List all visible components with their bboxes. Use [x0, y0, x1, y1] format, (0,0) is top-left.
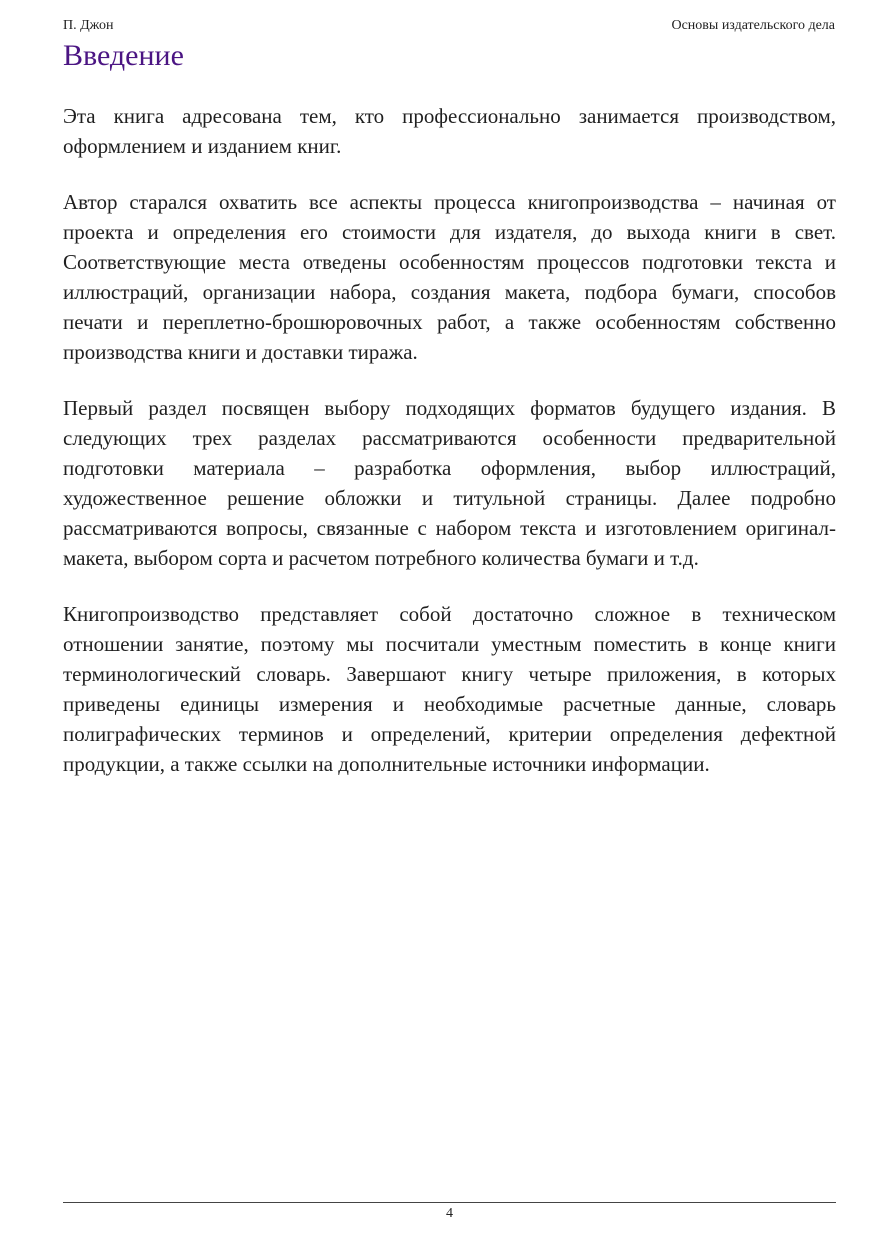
running-header — [63, 16, 835, 36]
header-book-title: Основы издательского дела — [671, 18, 835, 33]
paragraph-2: Автор старался охватить все аспекты процесса книгопроизводства – начиная от проекта и определения его стоимости для издателя, до выхода книги в свет. Соответствующие места отведены особенностям процессов подготовки текста и иллюстраций, организации набора, создания макета, подбора бумаги, способов печати и переплетно-брошюровочных работ, а также особенностям собственно производства книги и доставки тиража. — [63, 190, 836, 364]
footer-divider — [63, 1202, 836, 1203]
header-author: П. Джон — [63, 18, 114, 33]
paragraph-1: Эта книга адресована тем, кто профессионально занимается производством, оформлением и изданием книг. — [63, 104, 836, 158]
paragraph-4: Книгопроизводство представляет собой достаточно сложное в техническом отношении занятие, поэтому мы посчитали уместным поместить в конце книги терминологический словарь. Завершают книгу четыре приложения, в которых приведены единицы измерения и необходимые расчетные данные, словарь полиграфических терминов и определений, критерии определения дефектной продукции, а также ссылки на дополнительные источники информации. — [63, 602, 836, 776]
chapter-title: Введение — [63, 39, 184, 72]
page-number: 4 — [446, 1206, 453, 1221]
paragraph-3: Первый раздел посвящен выбору подходящих форматов будущего издания. В следующих трех разделах рассматриваются особенности предварительной подготовки материала – разработка оформления, выбор иллюстраций, художественное решение обложки и титульной страницы. Далее подробно рассматриваются вопросы, связанные с набором текста и изготовлением оригинал-макета, выбором сорта и расчетом потребного количества бумаги и т.д. — [63, 396, 836, 570]
body-text — [63, 101, 836, 805]
